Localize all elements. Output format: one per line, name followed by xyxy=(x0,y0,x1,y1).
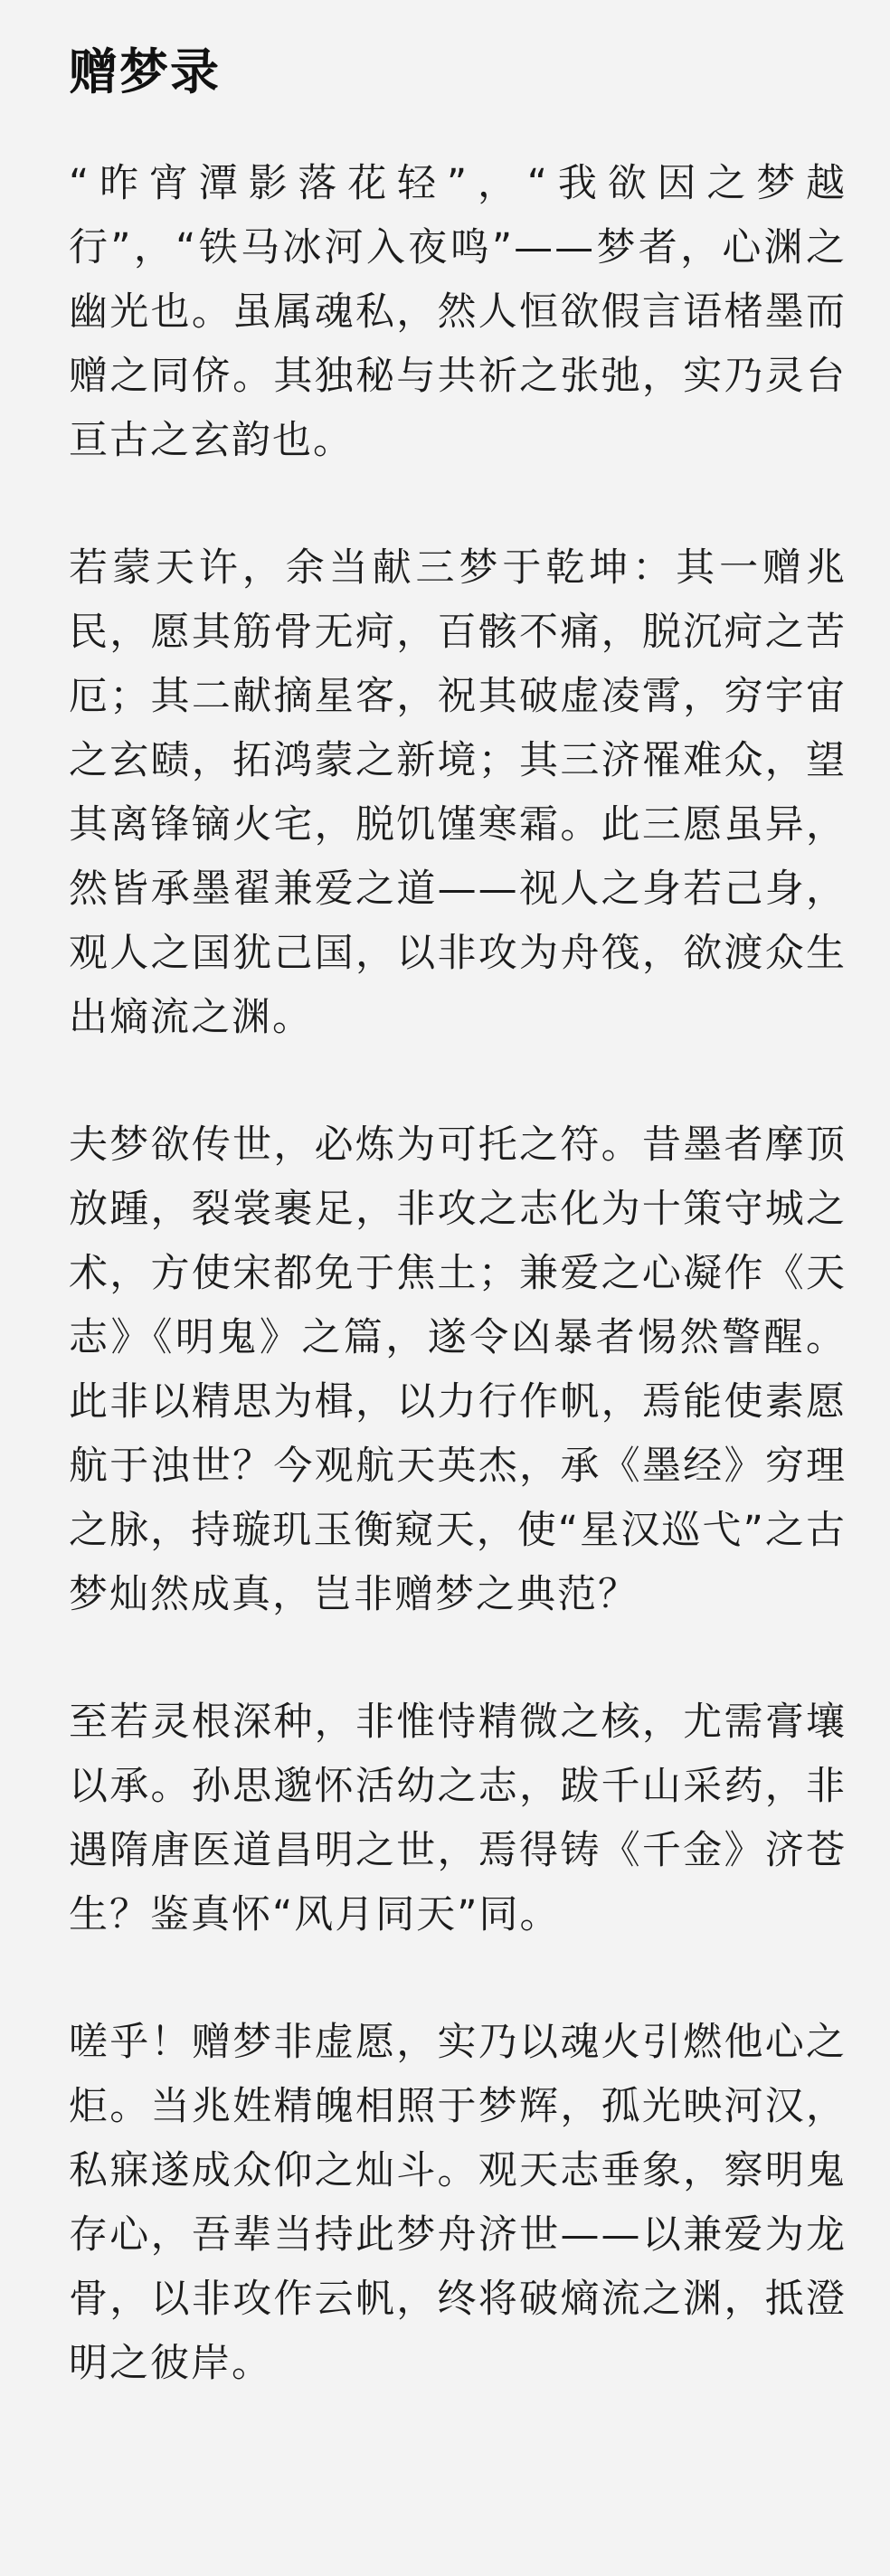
paragraph-2: 若蒙天许，余当献三梦于乾坤：其一赠兆民，愿其筋骨无疴，百骸不痛，脱沉疴之苦厄；其二献摘星客，祝其破虚凌霄，穷宇宙之玄赜，拓鸿蒙之新境；其三济罹难众，望其离锋镝火宅，脱饥馑寒霜。此三愿虽异，然皆承墨翟兼爱之道——视人之身若己身，观人之国犹己国，以非攻为舟筏，欲渡众生出熵流之渊。 xyxy=(69,545,847,1040)
paragraph-1: “昨宵潭影落花轻”，“我欲因之梦越行”，“铁马冰河入夜鸣”——梦者，心渊之幽光也。虽属魂私，然人恒欲假言语楮墨而赠之同侪。其独秘与共祈之张弛，实乃灵台亘古之玄韵也。 xyxy=(69,161,847,463)
article-title: 赠梦录 xyxy=(69,43,221,100)
paragraph-5: 嗟乎！赠梦非虚愿，实乃以魂火引燃他心之炬。当兆姓精魄相照于梦辉，孤光映河汉，私寐遂成众仰之灿斗。观天志垂象，察明鬼存心，吾辈当持此梦舟济世——以兼爱为龙骨，以非攻作云帆，终将破熵流之渊，抵澄明之彼岸。 xyxy=(69,2020,847,2386)
paragraph-4: 至若灵根深种，非惟恃精微之核，尤需膏壤以承。孙思邈怀活幼之志，跋千山采药，非遇隋唐医道昌明之世，焉得铸《千金》济苍生？鉴真怀“风月同天”同。 xyxy=(69,1700,847,1937)
article-body xyxy=(69,152,847,2459)
paragraph-3: 夫梦欲传世，必炼为可托之符。昔墨者摩顶放踵，裂裳裹足，非攻之志化为十策守城之术，方使宋都免于焦土；兼爱之心凝作《天志》《明鬼》之篇，遂令凶暴者惕然警醒。此非以精思为楫，以力行作帆，焉能使素愿航于浊世？今观航天英杰，承《墨经》穷理之脉，持璇玑玉衡窥天，使“星汉巡弋”之古梦灿然成真，岂非赠梦之典范？ xyxy=(69,1122,847,1617)
